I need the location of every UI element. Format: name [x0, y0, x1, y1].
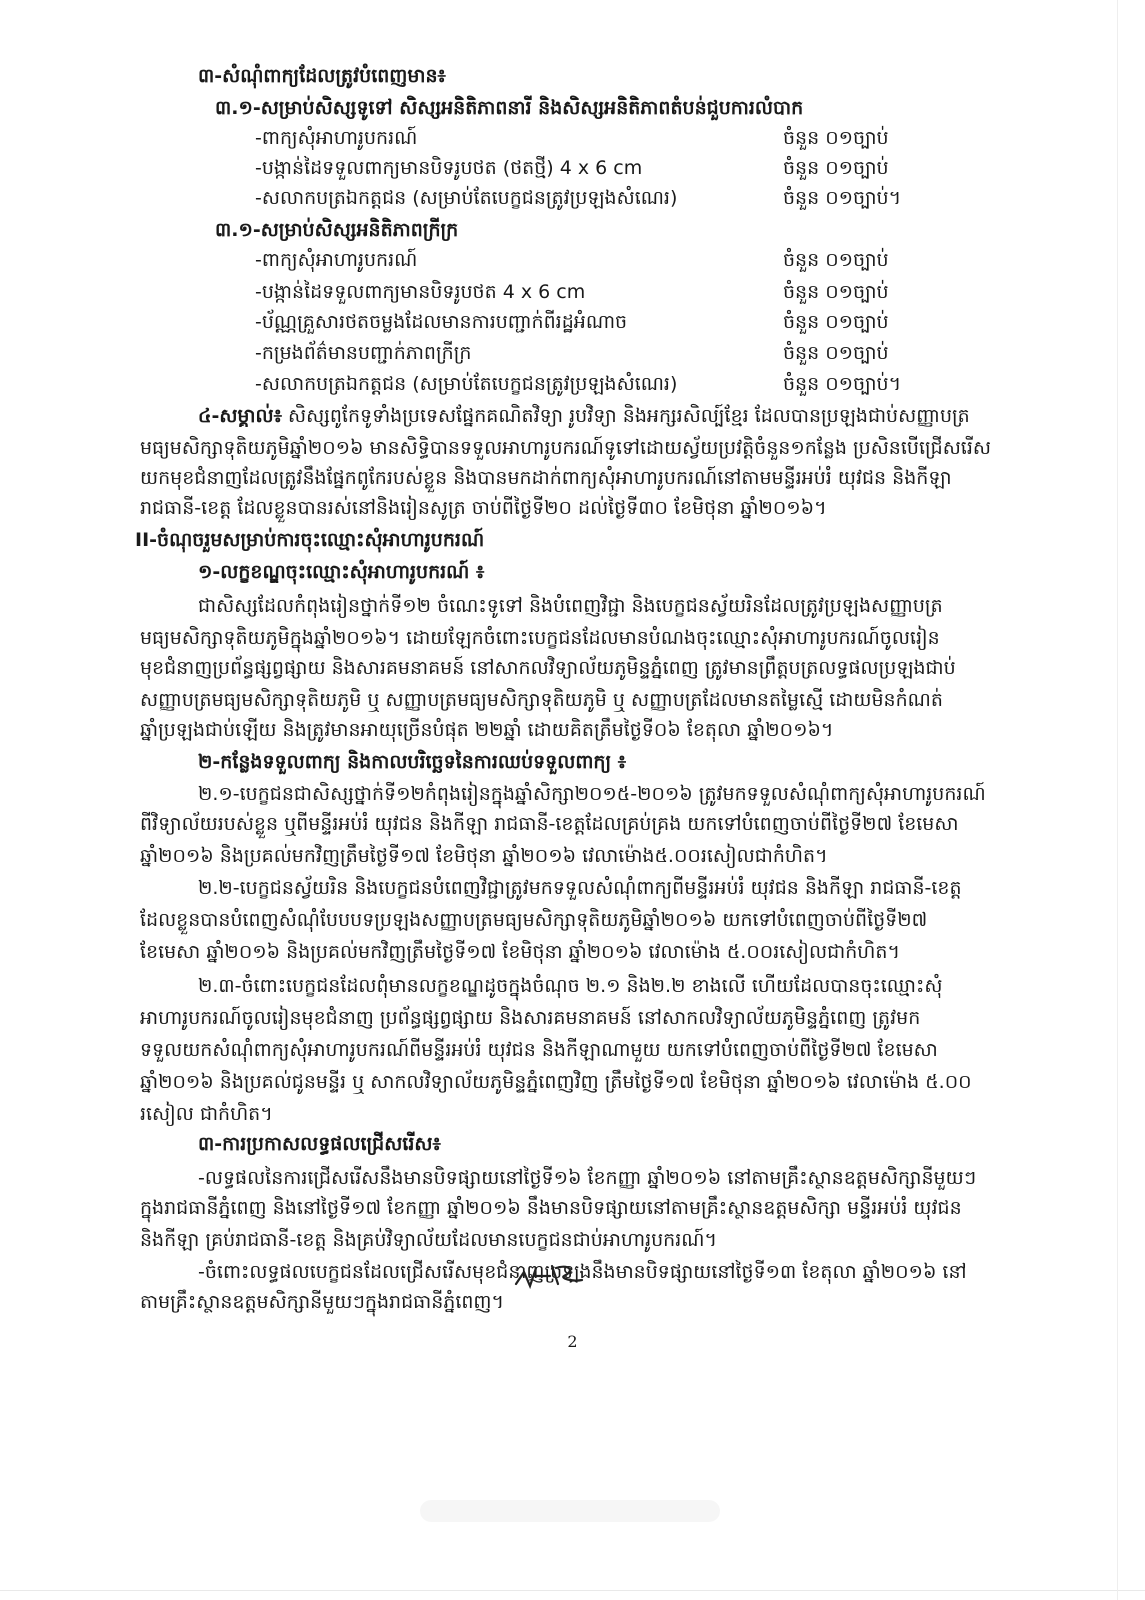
paragraph-line: មុខជំនាញប្រព័ន្ធផ្សព្វផ្សាយ និងសារគមនាគមន៍ នៅសាកលវិទ្យាល័យភូមិន្ទភ្នំពេញ ត្រូវមានព្រឹត្តបត្រលទ្ធផលប្រឡងជាប់	[140, 657, 956, 679]
page-number: 2	[567, 1332, 578, 1351]
paragraph-line: ពីវិទ្យាល័យរបស់ខ្លួន ឬពីមន្ទីរអប់រំ យុវជន និងកីឡា រាជធានី-ខេត្តដែលគ្រប់គ្រង យកទៅបំពេញចាប់ពីថ្ងៃទី២៧ ខែមេសា	[140, 813, 959, 835]
paragraph-line: រសៀល ជាកំហិត។	[140, 1103, 273, 1125]
scan-edge	[1117, 0, 1118, 1600]
paragraph-line: និងកីឡា គ្រប់រាជធានី-ខេត្ត និងគ្រប់វិទ្យាល័យដែលមានបេក្ខជនជាប់អាហារូបករណ៍។	[140, 1229, 717, 1251]
handwritten-initial-icon	[510, 1254, 590, 1294]
paragraph-line: ឆ្នាំ២០១៦ និងប្រគល់ជូនមន្ទីរ ឬ សាកលវិទ្យាល័យភូមិន្ទភ្នំពេញវិញ ត្រឹមថ្ងៃទី១៧ ខែមិថុនា ឆ្នាំ២០១៦ វេលាម៉ោង ៥.០០	[140, 1071, 972, 1093]
note-4-line-1	[198, 400, 1040, 432]
paragraph-line: ២.៣-ចំពោះបេក្ខជនដែលពុំមានលក្ខខណ្ឌដូចក្នុងចំណុច ២.១ និង២.២ ខាងលើ ហើយដែលបានចុះឈ្មោះសុំ	[198, 975, 943, 997]
part-ii-heading: II-ចំណុចរួមសម្រាប់ការចុះឈ្មោះសុំអាហារូបករណ៍	[135, 529, 485, 551]
list-item: -កម្រងព័ត៌មានបញ្ជាក់ភាពក្រីក្រ	[255, 342, 472, 364]
paragraph-line: ខែមេសា ឆ្នាំ២០១៦ និងប្រគល់មកវិញត្រឹមថ្ងៃទី១៧ ខែមិថុនា ឆ្នាំ២០១៦ វេលាម៉ោង ៥.០០រសៀលជាកំហិត។	[140, 941, 900, 963]
section-ii-2-heading: ២-កន្លែងទទួលពាក្យ និងកាលបរិច្ឆេទនៃការឈប់ទទួលពាក្យ ៖	[198, 751, 627, 773]
list-item: -បង្កាន់ដៃទទួលពាក្យមានបិទរូបថត 4 x 6 cm	[255, 281, 586, 303]
list-item-count: ចំនួន ០១ច្បាប់	[783, 127, 889, 149]
list-item: -ពាក្យសុំអាហារូបករណ៍	[255, 127, 418, 149]
paragraph-line: ជាសិស្សដែលកំពុងរៀនថ្នាក់ទី១២ ចំណេះទូទៅ និងបំពេញវិជ្ជា និងបេក្ខជនស្វ័យរិនដែលត្រូវប្រឡងសញ្ញាបត្រ	[198, 595, 943, 617]
paragraph-line: ទទួលយកសំណុំពាក្យសុំអាហារូបករណ៍ពីមន្ទីរអប់រំ យុវជន និងកីឡាណាមួយ យកទៅបំពេញចាប់ពីថ្ងៃទី២៧ ខែមេសា	[140, 1039, 938, 1061]
list-item-count: ចំនួន ០១ច្បាប់	[783, 281, 889, 303]
note-4-line: មធ្យមសិក្សាទុតិយភូមិឆ្នាំ២០១៦ មានសិទ្ធិបានទទួលអាហារូបករណ៍ទូទៅដោយស្វ័យប្រវត្តិចំនួន១កន្លែង ប្រសិនបើជ្រើសរើស	[140, 437, 991, 459]
paragraph-line: ២.១-បេក្ខជនជាសិស្សថ្នាក់ទី១២កំពុងរៀនក្នុងឆ្នាំសិក្សា២០១៥-២០១៦ ត្រូវមកទទួលសំណុំពាក្យសុំអាហារូបករណ៍	[198, 783, 986, 805]
paragraph-line: ក្នុងរាជធានីភ្នំពេញ និងនៅថ្ងៃទី១៧ ខែកញ្ញា ឆ្នាំ២០១៦ នឹងមានបិទផ្សាយនៅតាមគ្រឹះស្ថានឧត្តមសិក្សា មន្ទីរអប់រំ យុវជន	[140, 1197, 962, 1219]
list-item-count: ចំនួន ០១ច្បាប់	[783, 342, 889, 364]
list-item: -ប័ណ្ណគ្រួសារថតចម្លងដែលមានការបញ្ជាក់ពីរដ្ឋអំណាច	[255, 311, 628, 333]
paragraph-line: -ចំពោះលទ្ធផលបេក្ខជនដែលជ្រើសរើសមុខជំនាញប្រឡងនឹងមានបិទផ្សាយនៅថ្ងៃទី១៣ ខែតុលា ឆ្នាំ២០១៦ នៅ	[198, 1261, 967, 1283]
list-item-count: ចំនួន ០១ច្បាប់។	[783, 373, 902, 395]
paragraph-line: តាមគ្រឹះស្ថានឧត្តមសិក្សានីមួយៗក្នុងរាជធានីភ្នំពេញ។	[140, 1291, 505, 1313]
faint-stamp	[420, 1500, 720, 1522]
list-item-count: ចំនួន ០១ច្បាប់	[783, 249, 889, 271]
paragraph-line: -លទ្ធផលនៃការជ្រើសរើសនឹងមានបិទផ្សាយនៅថ្ងៃទី១៦ ខែកញ្ញា ឆ្នាំ២០១៦ នៅតាមគ្រឹះស្ថានឧត្តមសិក្សានីមួយៗ	[198, 1167, 977, 1189]
list-item-count: ចំនួន ០១ច្បាប់	[783, 311, 889, 333]
section-ii-3-heading: ៣-ការប្រកាសលទ្ធផលជ្រើសរើស៖	[198, 1133, 441, 1155]
list-item: -សលាកបត្រឯកត្តជន (សម្រាប់តែបេក្ខជនត្រូវប្រឡងសំណេរ)	[255, 187, 678, 209]
note-4-text: សិស្សពូកែទូទាំងប្រទេសផ្នែកគណិតវិទ្យា រូបវិទ្យា និងអក្សរសិល្ប៍ខ្មែរ ដែលបានប្រឡងជាប់សញ្ញាបត្រ	[288, 405, 970, 427]
list-item-count: ចំនួន ០១ច្បាប់។	[783, 187, 902, 209]
paragraph-line: សញ្ញាបត្រមធ្យមសិក្សាទុតិយភូមិ ឬ សញ្ញាបត្រមធ្យមសិក្សាទុតិយភូមិ ឬ សញ្ញាបត្រដែលមានតម្លៃស្មើ ដោយមិនកំណត់	[140, 689, 943, 711]
paragraph-line: ដែលខ្លួនបានបំពេញសំណុំបែបបទប្រឡងសញ្ញាបត្រមធ្យមសិក្សាទុតិយភូមិឆ្នាំ២០១៦ យកទៅបំពេញចាប់ពីថ្ងៃទី២៧	[140, 909, 928, 931]
list-item-count: ចំនួន ០១ច្បាប់	[783, 157, 889, 179]
list-item: -សលាកបត្រឯកត្តជន (សម្រាប់តែបេក្ខជនត្រូវប្រឡងសំណេរ)	[255, 373, 678, 395]
note-4-line: យកមុខជំនាញដែលត្រូវនឹងផ្នែកពូកែរបស់ខ្លួន និងបានមកដាក់ពាក្យសុំអាហារូបករណ៍នៅតាមមន្ទីរអប់រំ យុវជន និងកីឡា	[140, 467, 952, 489]
paragraph-line: ឆ្នាំប្រឡងជាប់ឡើយ និងត្រូវមានអាយុច្រើនបំផុត ២២ឆ្នាំ ដោយគិតត្រឹមថ្ងៃទី០៦ ខែតុលា ឆ្នាំ២០១៦។	[140, 719, 834, 741]
paragraph-line: មធ្យមសិក្សាទុតិយភូមិក្នុងឆ្នាំ២០១៦។ ដោយឡែកចំពោះបេក្ខជនដែលមានបំណងចុះឈ្មោះសុំអាហារូបករណ៍ចូលរៀន	[140, 627, 940, 649]
section-3-1b-heading: ៣.១-សម្រាប់សិស្សអនិតិភាពក្រីក្រ	[215, 219, 459, 241]
note-4-line: រាជធានី-ខេត្ត ដែលខ្លួនបានរស់នៅនិងរៀនសូត្រ ចាប់ពីថ្ងៃទី២០ ដល់ថ្ងៃទី៣០ ខែមិថុនា ឆ្នាំ២០១៦។	[140, 497, 827, 519]
scan-edge	[0, 1590, 1145, 1591]
paragraph-line: ២.២-បេក្ខជនស្វ័យរិន និងបេក្ខជនបំពេញវិជ្ជាត្រូវមកទទួលសំណុំពាក្យពីមន្ទីរអប់រំ យុវជន និងកីឡា រាជធានី-ខេត្ត	[198, 877, 962, 899]
paragraph-line: អាហារូបករណ៍ចូលរៀនមុខជំនាញ ប្រព័ន្ធផ្សព្វផ្សាយ និងសារគមនាគមន៍ នៅសាកលវិទ្យាល័យភូមិន្ទភ្នំពេញ ត្រូវមក	[140, 1007, 921, 1029]
section-3-heading: ៣-សំណុំពាក្យដែលត្រូវបំពេញមាន៖	[198, 65, 446, 87]
section-3-1-heading: ៣.១-សម្រាប់សិស្សទូទៅ សិស្សអនិតិភាពនារី និងសិស្សអនិតិភាពតំបន់ជួបការលំបាក	[215, 97, 804, 119]
list-item: -ពាក្យសុំអាហារូបករណ៍	[255, 249, 418, 271]
list-item: -បង្កាន់ដៃទទួលពាក្យមានបិទរូបថត (ថតថ្មី) 4 x 6 cm	[255, 157, 643, 179]
section-ii-1-heading: ១-លក្ខខណ្ឌចុះឈ្មោះសុំអាហារូបករណ៍ ៖	[198, 561, 485, 583]
note-4-label: ៤-សម្គាល់៖	[198, 405, 282, 427]
paragraph-line: ឆ្នាំ២០១៦ និងប្រគល់មកវិញត្រឹមថ្ងៃទី១៧ ខែមិថុនា ឆ្នាំ២០១៦ វេលាម៉ោង៥.០០រសៀលជាកំហិត។	[140, 845, 828, 867]
